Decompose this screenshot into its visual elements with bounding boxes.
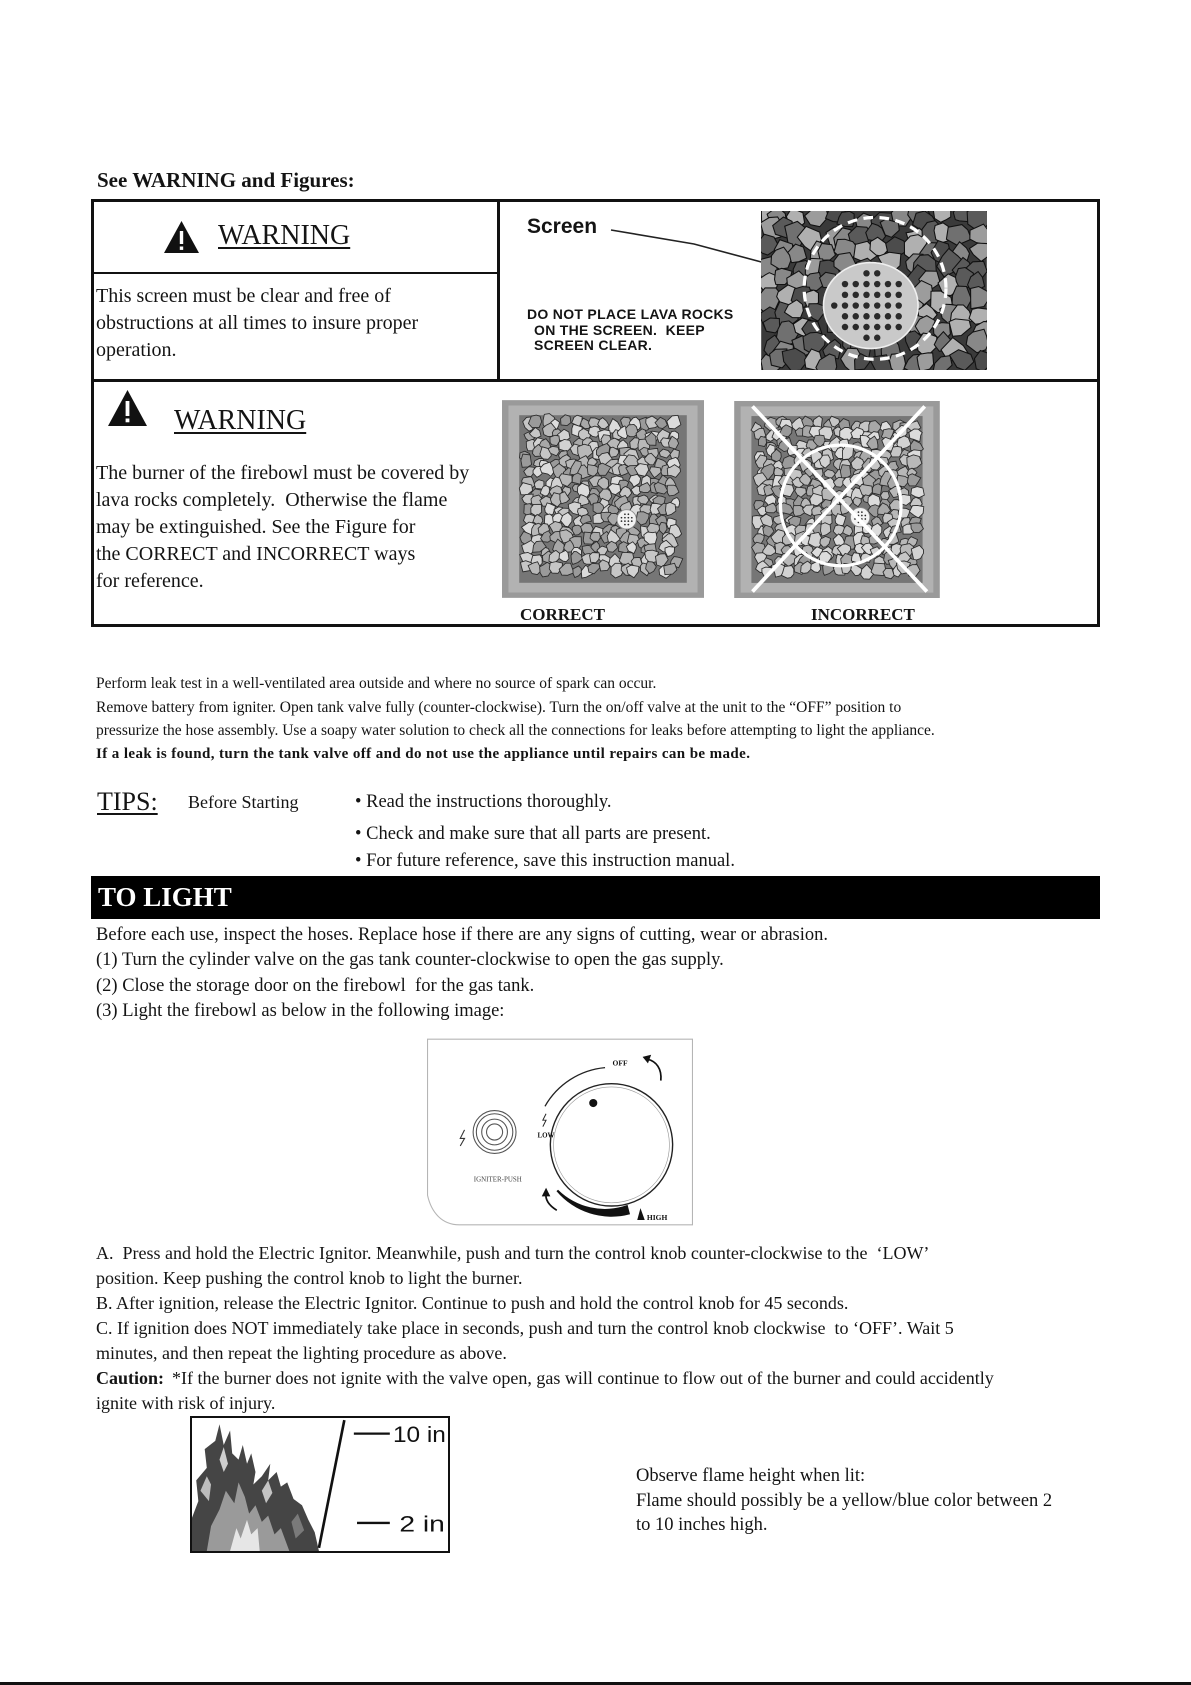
high-label: HIGH <box>646 1212 668 1222</box>
screen-photo <box>761 211 987 370</box>
leak-test-paragraph <box>96 672 935 766</box>
screen-hole <box>863 313 869 319</box>
lava-warning-text <box>96 460 469 595</box>
burner-screen <box>850 508 869 527</box>
igniter-button <box>473 1111 516 1154</box>
screen-hole <box>895 302 901 308</box>
section-heading: See WARNING and Figures: <box>97 168 355 192</box>
screen-hole <box>895 281 901 287</box>
screen-hole <box>863 324 869 330</box>
lava-rock <box>572 473 581 484</box>
off-label: OFF <box>612 1058 628 1068</box>
screen-hole <box>627 524 629 526</box>
screen-hole <box>885 313 891 319</box>
caution-line <box>96 1366 994 1391</box>
screen-hole <box>863 302 869 308</box>
screen-hole <box>885 302 891 308</box>
lighting-steps <box>96 1241 994 1416</box>
lava-rock <box>550 435 560 445</box>
screen-warning-line: obstructions at all times to insure proper <box>96 312 419 334</box>
low-mark-label: 2 in <box>399 1511 445 1537</box>
warning-triangle-icon <box>107 389 148 427</box>
lava-warning-line: lava rocks completely. Otherwise the flame <box>96 489 448 511</box>
screen-caption <box>527 307 734 354</box>
intro-line: (3) Light the firebowl as below in the following image: <box>96 1000 505 1021</box>
lava-rock <box>917 353 934 370</box>
burner-screen <box>617 510 636 529</box>
tips-subheading: Before Starting <box>188 792 299 812</box>
screen-hole <box>842 302 848 308</box>
lava-warning-line: may be extinguished. See the Figure for <box>96 516 416 538</box>
screen-hole <box>863 292 869 298</box>
incorrect-photo <box>734 401 940 598</box>
intro-line: (1) Turn the cylinder valve on the gas tank counter-clockwise to open the gas supply. <box>96 950 724 971</box>
knob-indicator-dot <box>589 1099 597 1107</box>
screen-hole <box>885 292 891 298</box>
leak-test-line: pressurize the hose assembly. Use a soapy water solution to check all the connections for leaks before attempting to light the appliance. <box>96 722 935 740</box>
screen-hole <box>853 281 859 287</box>
screen-hole <box>874 281 880 287</box>
step-line: position. Keep pushing the control knob to light the burner. <box>96 1268 523 1288</box>
high-mark-label: 10 in <box>392 1422 446 1447</box>
screen-hole <box>631 517 633 519</box>
caution-continuation: ignite with risk of injury. <box>96 1393 276 1413</box>
caution-text: *If the burner does not ignite with the valve open, gas will continue to flow out of the burner and could accidently <box>172 1368 994 1388</box>
to-light-banner <box>91 876 1100 919</box>
divider-horizontal <box>94 379 1097 382</box>
lava-warning-line: for reference. <box>96 570 204 592</box>
screen-hole <box>627 520 629 522</box>
flame-note-line: Observe flame height when lit: <box>636 1466 866 1486</box>
screen-hole <box>624 513 626 515</box>
screen-hole <box>858 511 860 513</box>
screen-hole <box>842 313 848 319</box>
tip-item: • Check and make sure that all parts are present. <box>355 824 711 844</box>
correct-photo <box>502 400 704 598</box>
control-knob-inner <box>554 1087 670 1203</box>
screen-hole <box>627 517 629 519</box>
screen-hole <box>861 511 863 513</box>
to-light-intro <box>96 923 828 1024</box>
screen-hole <box>853 292 859 298</box>
screen-hole <box>874 324 880 330</box>
lava-rock <box>971 287 987 309</box>
screen-hole <box>885 281 891 287</box>
screen-label: Screen <box>527 215 598 238</box>
step-line: minutes, and then repeat the lighting procedure as above. <box>96 1343 507 1363</box>
lightning-icon <box>543 1114 546 1127</box>
diagram-frame <box>428 1039 693 1225</box>
tip-item: • Read the instructions thoroughly. <box>355 792 612 812</box>
screen-hole <box>895 292 901 298</box>
screen-hole <box>885 324 891 330</box>
screen-hole <box>621 520 623 522</box>
leak-warning-line: If a leak is found, turn the tank valve off and do not use the appliance until repairs can be made. <box>96 745 751 762</box>
control-panel-diagram <box>427 1038 693 1226</box>
screen-hole <box>874 313 880 319</box>
screen-hole <box>831 302 837 308</box>
screen-hole <box>842 292 848 298</box>
screen-hole <box>874 335 880 341</box>
screen-hole <box>861 515 863 517</box>
flame-note-line: to 10 inches high. <box>636 1515 768 1536</box>
flame-notes <box>636 1464 1052 1538</box>
screen-hole <box>624 517 626 519</box>
screen-warning-line: operation. <box>96 339 177 361</box>
intro-line: (2) Close the storage door on the firebowl for the gas tank. <box>96 975 535 996</box>
screen-hole <box>842 281 848 287</box>
lava-rock <box>872 484 881 495</box>
tips-label: TIPS: <box>97 787 158 816</box>
lava-warning-line: the CORRECT and INCORRECT ways <box>96 543 416 565</box>
lightning-icon <box>460 1130 464 1146</box>
tip-item: • For future reference, save this instruction manual. <box>355 851 735 871</box>
lava-warning-line: The burner of the firebowl must be covered by <box>96 462 470 484</box>
screen-caption-line: DO NOT PLACE LAVA ROCKS <box>527 306 734 322</box>
lava-rock <box>758 436 766 446</box>
lava-rock <box>521 454 532 467</box>
screen-hole <box>863 335 869 341</box>
screen-hole <box>895 324 901 330</box>
step-line: C. If ignition does NOT immediately take place in seconds, push and turn the control knob clockwise to ‘OFF’. Wait 5 <box>96 1318 954 1338</box>
screen-caption-line: ON THE SCREEN. KEEP <box>534 321 705 338</box>
screen-hole <box>853 324 859 330</box>
screen-hole <box>627 513 629 515</box>
screen-warning-title: WARNING <box>218 220 351 251</box>
screen-hole <box>895 313 901 319</box>
screen-hole <box>874 302 880 308</box>
flame-height-figure <box>190 1416 450 1553</box>
caution-label: Caution: <box>96 1368 165 1388</box>
screen-hole <box>624 524 626 526</box>
screen-hole <box>624 520 626 522</box>
turn-arrowhead <box>542 1188 551 1197</box>
screen-hole <box>863 270 869 276</box>
leak-test-line: Perform leak test in a well-ventilated area outside and where no source of spark can occur. <box>96 675 657 692</box>
igniter-label: IGNITER-PUSH <box>473 1175 522 1184</box>
lava-rock <box>590 532 600 541</box>
turn-arrow-icon <box>647 1059 661 1080</box>
screen-hole <box>864 515 866 517</box>
flame-illustration <box>192 1418 448 1551</box>
burner-screen <box>824 263 919 349</box>
screen-hole <box>853 302 859 308</box>
flame-height-line <box>319 1420 344 1548</box>
screen-warning-line: This screen must be clear and free of <box>96 285 391 307</box>
screen-hole <box>864 518 866 520</box>
screen-caption-line: SCREEN CLEAR. <box>534 337 653 353</box>
to-light-title: TO LIGHT <box>98 882 232 912</box>
leak-test-line: Remove battery from igniter. Open tank valve fully (counter-clockwise). Turn the on/off valve at the unit to the “OFF” position to <box>96 698 902 716</box>
low-label: LOW <box>537 1131 555 1140</box>
screen-hole <box>631 520 633 522</box>
screen-hole <box>853 313 859 319</box>
screen-hole <box>874 292 880 298</box>
step-line: B. After ignition, release the Electric Ignitor. Continue to push and hold the control knob for 45 seconds. <box>96 1293 849 1313</box>
screen-hole <box>621 517 623 519</box>
flame-icon <box>637 1208 645 1220</box>
incorrect-label: INCORRECT <box>811 605 915 624</box>
lava-warning-title: WARNING <box>174 405 307 436</box>
flame-note-line: Flame should possibly be a yellow/blue color between 2 <box>636 1490 1053 1511</box>
step-line: A. Press and hold the Electric Ignitor. Meanwhile, push and turn the control knob counter-clockwise to the ‘LOW’ <box>96 1243 930 1263</box>
lava-rock <box>840 465 851 478</box>
warning-box <box>91 199 1100 627</box>
control-knob <box>550 1084 672 1206</box>
screen-hole <box>874 270 880 276</box>
correct-label: CORRECT <box>520 605 606 624</box>
screen-hole <box>842 324 848 330</box>
screen-hole <box>863 281 869 287</box>
intro-line: Before each use, inspect the hoses. Replace hose if there are any signs of cutting, wear or abrasion. <box>96 925 829 945</box>
